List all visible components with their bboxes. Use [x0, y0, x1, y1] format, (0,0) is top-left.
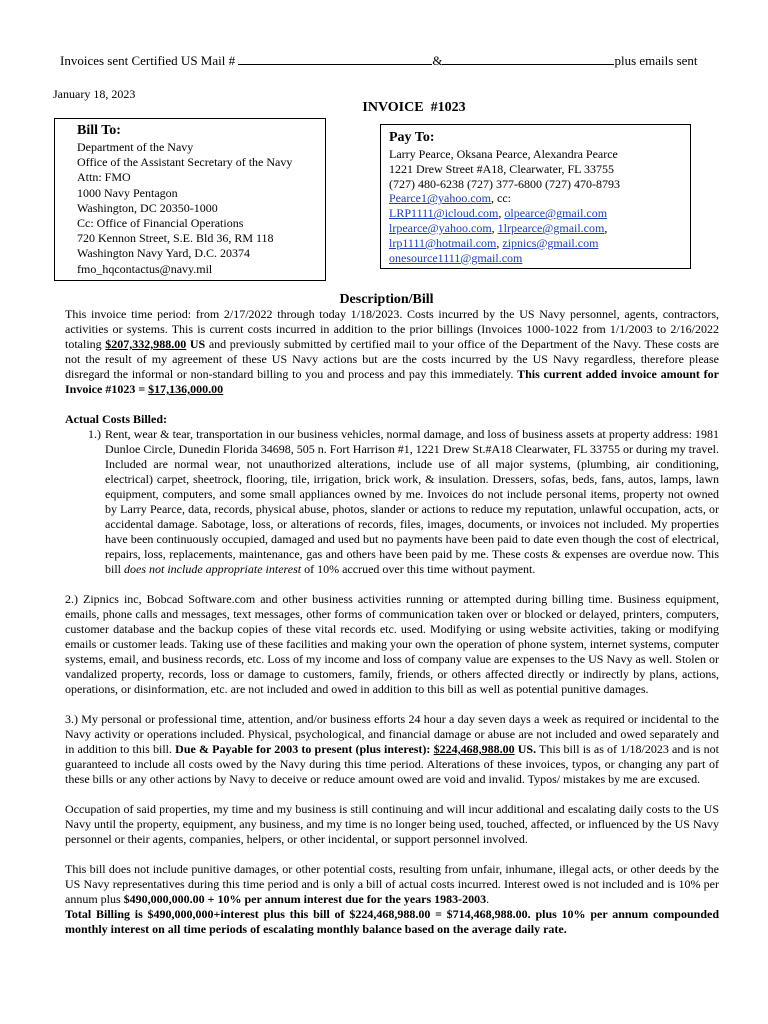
due-amount: $224,468,988.00: [433, 742, 515, 756]
bill-to-email: fmo_hqcontactus@navy.mil: [77, 261, 213, 276]
bill-to-box: [54, 118, 326, 281]
emails-sent-label: plus emails sent: [614, 53, 698, 68]
prior-total-amount: $207,332,988.00: [105, 337, 187, 351]
email-link[interactable]: onesource1111@gmail.com: [389, 250, 523, 265]
actual-costs-heading: Actual Costs Billed:: [65, 412, 167, 426]
invoice-date: January 18, 2023: [53, 87, 136, 101]
email-link[interactable]: Pearce1@yahoo.com: [389, 191, 492, 206]
separator: ,: [604, 220, 608, 235]
description-title: Description/Bill: [339, 292, 434, 307]
pay-to-phones: (727) 480-6238 (727) 377-6800 (727) 470-8793: [389, 176, 620, 191]
description-body: [65, 307, 719, 937]
bill-to-line: Attn: FMO: [77, 170, 131, 185]
pay-to-address: 1221 Drew Street #A18, Clearwater, FL 33755: [389, 161, 615, 176]
pay-to-names: Larry Pearce, Oksana Pearce, Alexandra Pearce: [389, 147, 618, 161]
invoice-total-amount: $17,136,000.00: [148, 382, 224, 396]
pay-to-emails-row-4: [389, 236, 682, 251]
pay-to-emails-row-2: [389, 206, 682, 221]
separator: ,: [496, 235, 503, 250]
bill-to-line: Cc: Office of Financial Operations: [77, 216, 244, 231]
email-link[interactable]: lrp1111@hotmail.com: [389, 235, 497, 250]
occupation-paragraph: Occupation of said properties, my time and my business is still continuing and will incur additional and escalating daily costs to the US Navy until the property, equipment, any business, and my time is no longer being used, touched, affected, or influenced by the US Navy personnel or their agents, companies, helpers, or other incidental, or support personnel involved.: [65, 802, 719, 846]
cost-item-2: 2.) Zipnics inc, Bobcad Software.com and other business activities running or attempted during billing time. Business equipment, emails, phone calls and messages, text messages, other forms of communication taken over or blocked or delayed, printers, computers, customer database and the backup copies of these vital records etc. used. Modifying or using website activities, taking or modifying emails or customer leads. Taking use of these facilities and making your own the operation of phone system, internet systems, computer systems, email, and business records, etc. Loss of my income and loss of company value are expenses to the US Navy as well. Stolen or vandalized property, records, loss or damage to customers, family, friends, or others affected directly or indirectly by plans, actions, operations, or disinformation, etc. are not included and owed in addition to this bill as well as potential punitive damages.: [65, 592, 719, 696]
email-link[interactable]: olpearce@gmail.com: [504, 206, 608, 221]
cc-label: , cc:: [491, 191, 512, 206]
item-number: 1.): [88, 427, 101, 441]
email-link[interactable]: LRP1111@icloud.com: [389, 206, 499, 221]
bill-to-line: Office of the Assistant Secretary of the Navy: [77, 155, 293, 170]
email-link[interactable]: zipnics@gmail.com: [502, 235, 599, 250]
email-link[interactable]: lrpearce@yahoo.com: [389, 220, 492, 235]
certified-mail-label: Invoices sent Certified US Mail #: [60, 53, 236, 68]
mail-number-blank-2: [442, 52, 614, 65]
punitive-paragraph: This bill does not include punitive damages, or other potential costs, resulting from unfair, inhumane, illegal acts, or other deeds by the US Navy representatives during this time period and is only a bill of actual costs incurred. Interest owed is not included and is 10% per annum plus $490,000,000.00 + 10% per annum interest due for the years 1983-2003.: [65, 862, 719, 906]
bill-to-line: Washington, DC 20350-1000: [77, 200, 218, 215]
period-paragraph: This invoice time period: from 2/17/2022 through today 1/18/2023. Costs incurred by the US Navy personnel, agents, contractors, activities or systems. This is current costs incurred in addition to the prior billings (Invoices 1000-1022 from 1/1/2003 to 2/16/2022 totaling $207,332,988.00 US and previously submitted by certified mail to your office of the Department of the Navy. These costs are not the result of my agreement of these US Navy actions but are the costs incurred by the US Navy regardless, therefore please disregard the informal or non-standard billing to you and process and pay this immediately. This current added invoice amount for Invoice #1023 = $17,136,000.00: [65, 307, 719, 396]
separator: ,: [498, 206, 505, 221]
pay-to-emails-row-5: [389, 251, 682, 266]
bill-to-line: Washington Navy Yard, D.C. 20374: [77, 246, 251, 261]
total-billing: Total Billing is $490,000,000+interest plus this bill of $224,468,988.00 = $714,468,988.00. plus 10% per annum compounded monthly interest on all time periods of escalating monthly balance based on the average daily rate.: [65, 907, 719, 936]
bill-to-title: Bill To:: [77, 123, 121, 138]
cost-item-1: 1.) Rent, wear & tear, transportation in our business vehicles, normal damage, and loss of business assets at property address: 1981 Dunloe Circle, Dunedin Florida 34698, 505 n. Fort Harrison #1, 1221 Drew St.#A18 Clearwater, FL 33755 or during my travel. Included are normal wear, not unauthorized alterations, include use of all major systems, (plumbing, air conditioning, electrical) carpet, sheetrock, flooring, tile, irrigation, brick work, & insulation. Dressers, sofas, beds, fans, autos, lamps, lawn equipment, computers, and some small appliances owned by me. Invoices do not include personal items, property not owned by Larry Pearce, data, records, physical abuse, photos, slander or actions to reduce my reputation, unlawful occupation, acts, or accidental damage. Sabotage, loss, or alterations of records, files, images, documents, or invoices not included. My properties have been continuously occupied, damaged and used but no payments have been paid to date even though the cost of electrical, repairs, loss, replacements, maintenance, gas and others have been paid by me. These costs & expenses are overdue now. This bill does not include appropriate interest of 10% accrued over this time without payment.: [65, 427, 719, 577]
ampersand: &: [432, 53, 443, 68]
pay-to-emails-row-3: [389, 221, 682, 236]
cost-item-3: 3.) My personal or professional time, attention, and/or business efforts 24 hour a day seven days a week as required or incidental to the Navy activity or operations included. Physical, psychological, and financial damage or abuse are not included and owed separately and in addition to this bill. Due & Payable for 2003 to present (plus interest): $224,468,988.00 US. This bill is as of 1/18/2023 and is not guaranteed to include all costs owed by the Navy during this time period. Alterations of these invoices, typos, or changing any part of these bills or any other actions by Navy to deceive or reduce amount owed are void and invalid. Typos/ mistakes by me are excused.: [65, 712, 720, 786]
pay-to-title: Pay To:: [389, 130, 435, 145]
bill-to-line: Department of the Navy: [77, 140, 194, 154]
email-link[interactable]: 1lrpearce@gmail.com: [497, 220, 605, 235]
bill-to-line: 1000 Navy Pentagon: [77, 185, 178, 200]
bill-to-line: 720 Kennon Street, S.E. Bld 36, RM 118: [77, 231, 274, 246]
pay-to-box: [380, 124, 691, 269]
invoice-title: INVOICE #1023: [362, 100, 466, 115]
mail-number-blank-1: [238, 52, 432, 65]
pay-to-emails-row-1: [389, 191, 682, 206]
certified-mail-line: [60, 52, 720, 69]
separator: ,: [491, 220, 498, 235]
